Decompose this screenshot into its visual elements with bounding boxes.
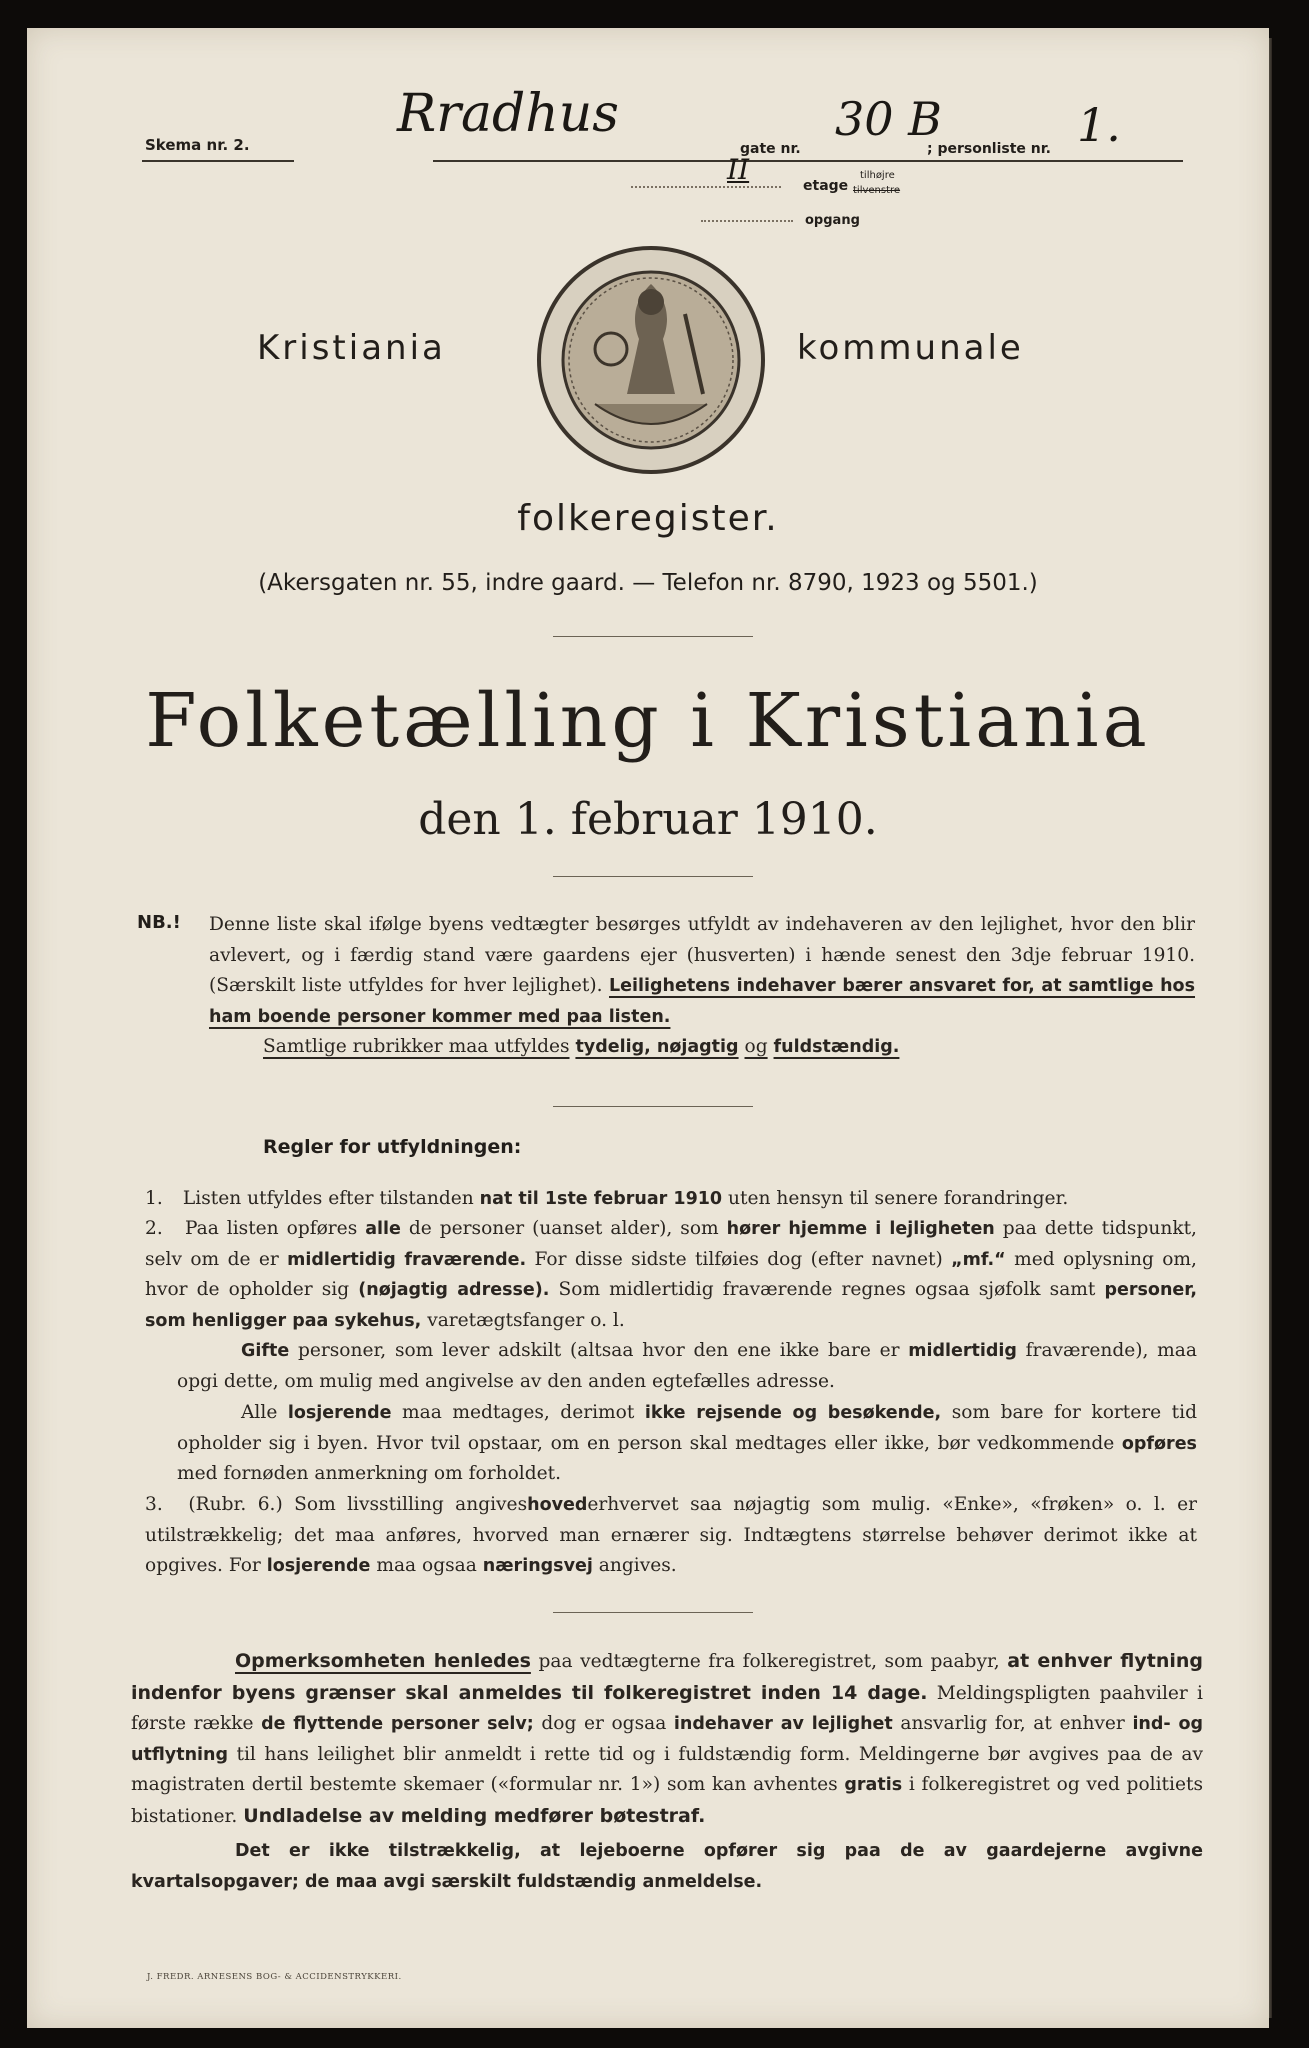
rule-2b-d: fraværende), maa opgi dette, om mulig med angivelse av den anden egtefælles adresse. xyxy=(177,1340,1197,1392)
rule-2c-c: maa medtages, derimot xyxy=(402,1402,635,1423)
divider-1 xyxy=(553,636,753,637)
notice-a: Opmerksomheten henledes xyxy=(235,1650,531,1672)
rule-1-number: 1. xyxy=(145,1188,163,1209)
skema-label: Skema nr. 2. xyxy=(145,136,250,154)
opgang-line xyxy=(701,220,793,222)
notice-g: indehaver av lejlighet xyxy=(673,1714,893,1734)
rule-3-e: maa ogsaa xyxy=(376,1555,477,1576)
rule-3-d: losjerende xyxy=(266,1556,371,1576)
rule-2-m: varetægtsfanger o. l. xyxy=(427,1309,625,1331)
notice-e: de flyttende personer selv; xyxy=(261,1714,534,1734)
masthead-kommunale: kommunale xyxy=(797,328,1024,368)
rule-2-d: hører hjemme i lejligheten xyxy=(726,1219,995,1239)
personliste-label: ; personliste nr. xyxy=(927,141,1051,157)
nb-line3d: fuldstændig. xyxy=(773,1037,900,1057)
rule-2c-g: med fornøden anmerkning om forholdet. xyxy=(177,1463,562,1484)
rule-2b-c: midlertidig xyxy=(908,1341,1017,1361)
nb-line3c: og xyxy=(744,1036,768,1057)
rules-heading: Regler for utfyldningen: xyxy=(263,1136,522,1158)
rule-3-a: (Rubr. 6.) Som livsstilling angives xyxy=(188,1494,528,1515)
rule-2-i: med oplysning om, hvor de opholder sig xyxy=(145,1248,1197,1300)
rule-2c-d: ikke rejsende og besøkende, xyxy=(644,1403,942,1423)
divider-4 xyxy=(553,1612,753,1613)
rule-2-h: „mf.“ xyxy=(951,1249,1006,1270)
notice-last-text: Det er ikke tilstrækkelig, at lejeboerne opfører sig paa de av gaardejerne avgivne kvartalsopgaver; de maa avgi særskilt fuldstændig anmeldelse. xyxy=(131,1841,1203,1892)
divider-2 xyxy=(553,876,753,877)
rule-3 xyxy=(145,1490,1197,1582)
rule-3-b: hoved xyxy=(527,1495,588,1515)
rule-2-b: alle xyxy=(365,1219,401,1239)
notice-c: at enhver flytning indenfor byens grænser skal anmeldes til folkeregistret inden 14 dage. xyxy=(131,1650,1203,1704)
nb-line3 xyxy=(263,1032,1203,1063)
rule-2-e: paa dette tidspunkt, selv om de er xyxy=(145,1218,1197,1270)
rule-2c-a: Alle xyxy=(241,1402,278,1423)
rule-2-k: Som midlertidig fraværende regnes ogsaa sjøfolk samt xyxy=(558,1279,1096,1300)
rule-2-c: de personer (uanset alder), som xyxy=(408,1218,719,1239)
rule-1-c: uten hensyn til senere forandringer. xyxy=(728,1188,1069,1209)
city-seal xyxy=(535,244,767,476)
rule-3-f: næringsvej xyxy=(482,1556,593,1576)
rule-1-a: Listen utfyldes efter tilstanden xyxy=(182,1188,474,1209)
etage-value: II xyxy=(727,153,750,186)
rule-2-number: 2. xyxy=(145,1218,163,1239)
notice-l: i folkeregistret og ved politiets bistationer. xyxy=(131,1774,1203,1827)
rule-2c-f: opføres xyxy=(1121,1433,1197,1454)
rule-1-b: nat til 1ste februar 1910 xyxy=(479,1189,723,1209)
rule-2c-b: losjerende xyxy=(287,1403,392,1423)
notice-j: til hans leilighet blir anmeldt i rette tid og i fuldstændig form. Meldingerne bør avgives paa de av magistraten dertil bestemte skemaer («formular nr. 1») som kan avhentes xyxy=(131,1743,1203,1795)
registry-address: (Akersgaten nr. 55, indre gaard. — Telefon nr. 8790, 1923 og 5501.) xyxy=(258,570,1038,596)
etage-line xyxy=(631,186,781,188)
notice-f: dog er ogsaa xyxy=(541,1713,667,1734)
street-underline xyxy=(433,160,1183,162)
masthead-kristiania: Kristiania xyxy=(257,328,446,368)
nb-bold-responsibility: Leilighetens indehaver bærer ansvaret for, at samtlige hos ham boende personer kommer med paa listen. xyxy=(209,976,1196,1027)
census-form-page xyxy=(27,28,1269,2028)
nb-line3b: tydelig, nøjagtig xyxy=(575,1037,739,1057)
rule-2-g: For disse sidste tilføies dog (efter navnet) xyxy=(534,1248,943,1270)
etage-label: etage xyxy=(803,178,849,194)
main-title: Folketælling i Kristiania xyxy=(145,678,1151,764)
notice-k: gratis xyxy=(844,1775,903,1795)
rule-2c-e: som bare for kortere tid opholder sig i byen. Hvor tvil opstaar, om en person skal medtages eller ikke, bør vedkommende xyxy=(177,1402,1197,1454)
printer-imprint: J. FREDR. ARNESENS BOG- & ACCIDENSTRYKKERI. xyxy=(147,1972,402,1982)
rule-2-losjerende xyxy=(177,1398,1197,1490)
gate-label: gate nr. xyxy=(740,141,801,157)
personliste-number: 1. xyxy=(1077,98,1121,152)
notice-i: ind- og utflytning xyxy=(131,1714,1204,1765)
rule-2-l: personer, som henligger paa sykehus, xyxy=(145,1280,1197,1331)
rule-2-f: midlertidig fraværende. xyxy=(287,1249,527,1270)
notice-m: Undladelse av melding medfører bøtestraf. xyxy=(243,1804,706,1827)
nb-text: Denne liste skal ifølge byens vedtægter besørges utfyldt av indehaveren av den lejlighet, hvor den blir avlevert, og i færdig stand være gaardens ejer (husverten) i hænde senest den 3dje februar 1910. (Særskilt liste utfyldes for hver lejlighet). xyxy=(209,914,1195,996)
rule-3-number: 3. xyxy=(145,1494,163,1515)
gate-number: 30 B xyxy=(835,92,942,146)
city-seal-icon xyxy=(535,244,767,476)
divider-3 xyxy=(553,1106,753,1107)
nb-label: NB.! xyxy=(137,912,181,933)
nb-line3a: Samtlige rubrikker maa utfyldes xyxy=(263,1036,570,1057)
tilvenstre-label: tilvenstre xyxy=(853,185,901,196)
rule-2b-a: Gifte xyxy=(241,1341,290,1361)
rule-3-c: erhvervet saa nøjagtig som mulig. «Enke», «frøken» o. l. er utilstrækkelig; det maa anføres, hvorved man ernærer sig. Indtægtens størrelse behøver derimot ikke at opgives. For xyxy=(145,1494,1197,1576)
rule-2b-b: personer, som lever adskilt (altsaa hvor den ene ikke bare er xyxy=(297,1340,900,1361)
nb-paragraph xyxy=(209,910,1195,1032)
notice-paragraph xyxy=(131,1646,1203,1832)
notice-b: paa vedtægterne fra folkeregistret, som paabyr, xyxy=(538,1651,1000,1672)
tilhojre-label: tilhøjre xyxy=(860,170,895,181)
date-title: den 1. februar 1910. xyxy=(418,794,878,845)
registry-title: folkeregister. xyxy=(517,498,779,539)
notice-last xyxy=(131,1836,1203,1897)
rule-3-g: angives. xyxy=(598,1555,677,1576)
street-handwritten: Rradhus xyxy=(397,84,619,144)
rule-2-j: (nøjagtig adresse). xyxy=(358,1280,550,1300)
opgang-label: opgang xyxy=(805,213,860,228)
rule-2-a: Paa listen opføres xyxy=(184,1218,358,1239)
rule-1 xyxy=(145,1184,1197,1215)
rule-2-gifte xyxy=(177,1336,1197,1397)
skema-underline xyxy=(142,160,294,162)
notice-h: ansvarlig for, at enhver xyxy=(900,1713,1125,1734)
rule-2 xyxy=(145,1214,1197,1336)
notice-d: Meldingspligten paahviler i første række xyxy=(131,1682,1203,1734)
